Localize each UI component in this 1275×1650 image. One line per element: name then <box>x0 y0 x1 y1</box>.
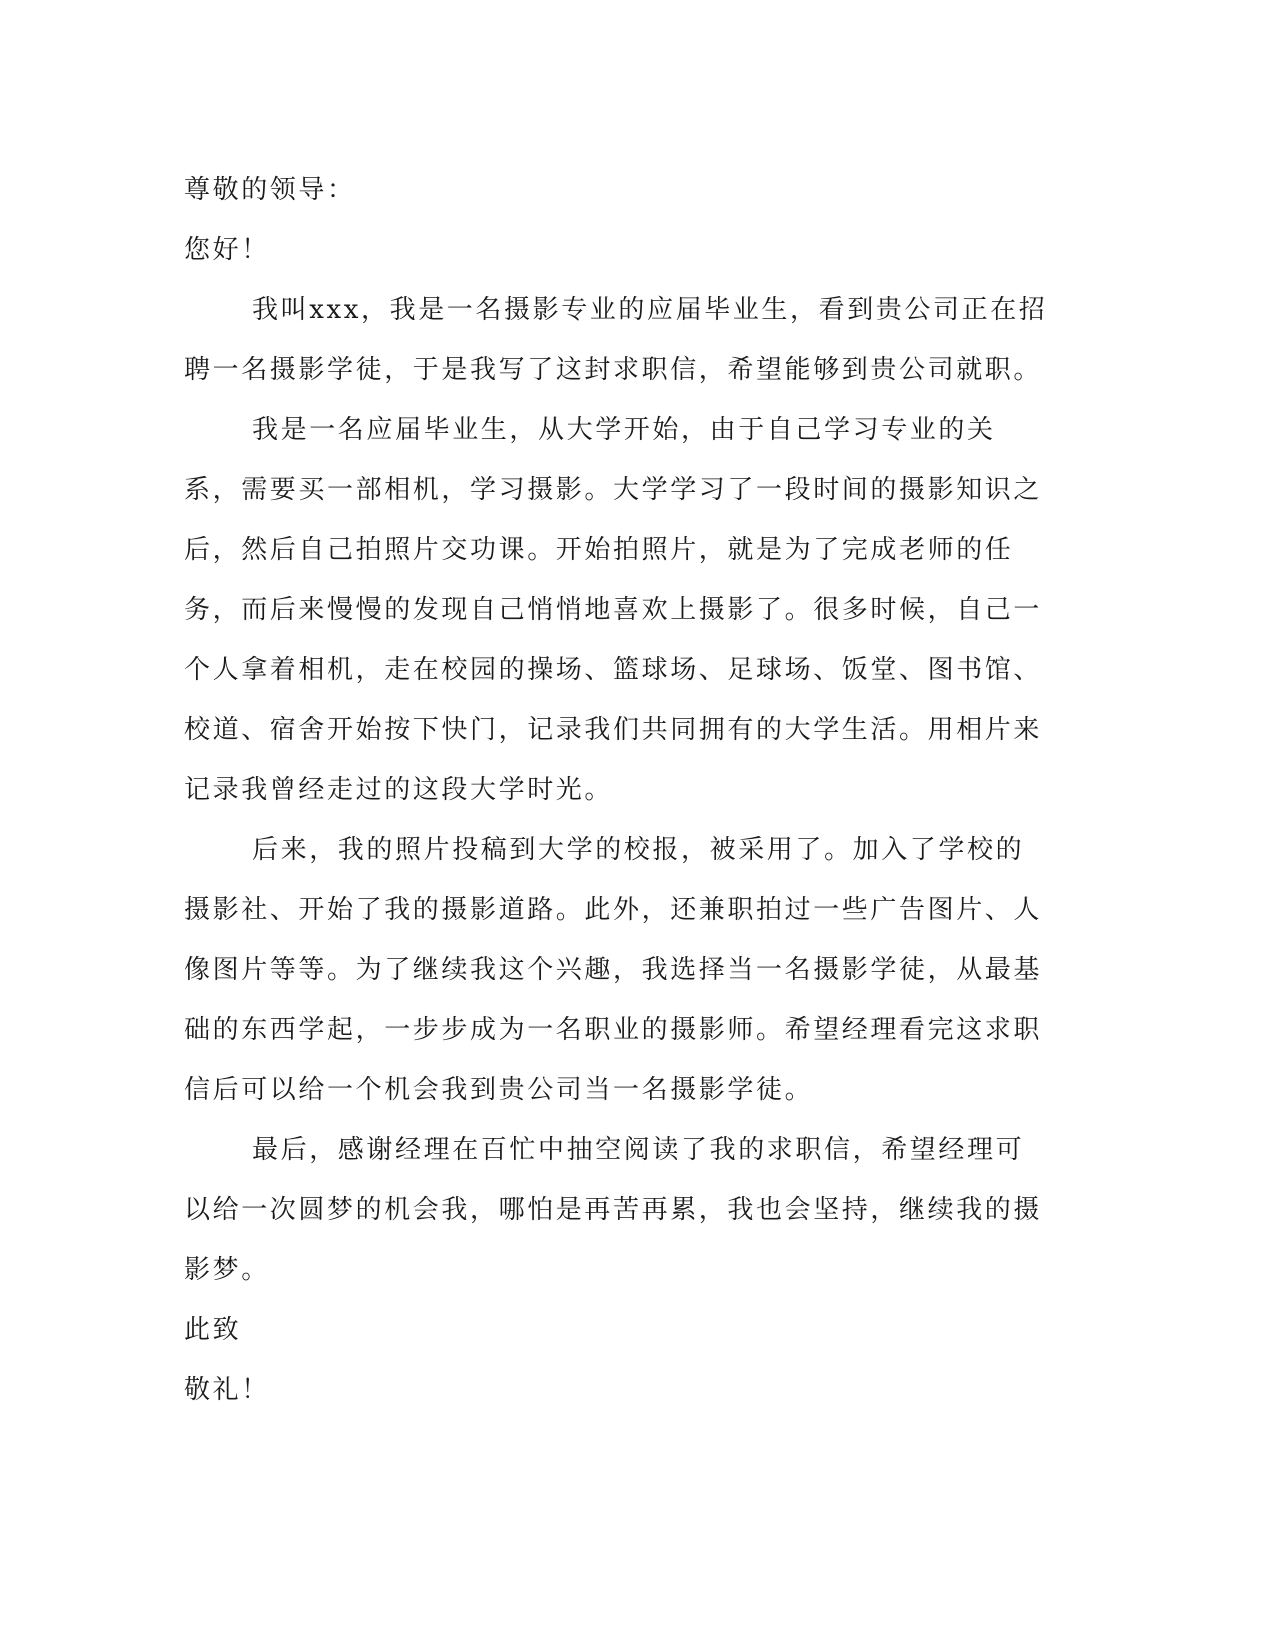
paragraph-introduction: 我叫xxx，我是一名摄影专业的应届毕业生，看到贵公司正在招聘一名摄影学徒，于是我写了这封求职信，希望能够到贵公司就职。 <box>184 295 1048 385</box>
closing-line-1: 此致 <box>184 1315 242 1345</box>
greeting: 您好！ <box>184 235 270 265</box>
paragraph-background: 我是一名应届毕业生，从大学开始，由于自己学习专业的关系，需要买一部相机，学习摄影。大学学习了一段时间的摄影知识之后，然后自己拍照片交功课。开始拍照片，就是为了完成老师的任务，而后来慢慢的发现自己悄悄地喜欢上摄影了。很多时候，自己一个人拿着相机，走在校园的操场、篮球场、足球场、饭堂、图书馆、校道、宿舍开始按下快门，记录我们共同拥有的大学生活。用相片来记录我曾经走过的这段大学时光。 <box>184 415 1043 805</box>
paragraph-experience: 后来，我的照片投稿到大学的校报，被采用了。加入了学校的摄影社、开始了我的摄影道路。此外，还兼职拍过一些广告图片、人像图片等等。为了继续我这个兴趣，我选择当一名摄影学徒，从最基础的东西学起，一步步成为一名职业的摄影师。希望经理看完这求职信后可以给一个机会我到贵公司当一名摄影学徒。 <box>184 835 1043 1105</box>
salutation: 尊敬的领导： <box>184 175 356 205</box>
cover-letter-body <box>184 160 1050 1420</box>
closing-line-2: 敬礼！ <box>184 1375 270 1405</box>
paragraph-conclusion: 最后，感谢经理在百忙中抽空阅读了我的求职信，希望经理可以给一次圆梦的机会我，哪怕是再苦再累，我也会坚持，继续我的摄影梦。 <box>184 1135 1043 1285</box>
